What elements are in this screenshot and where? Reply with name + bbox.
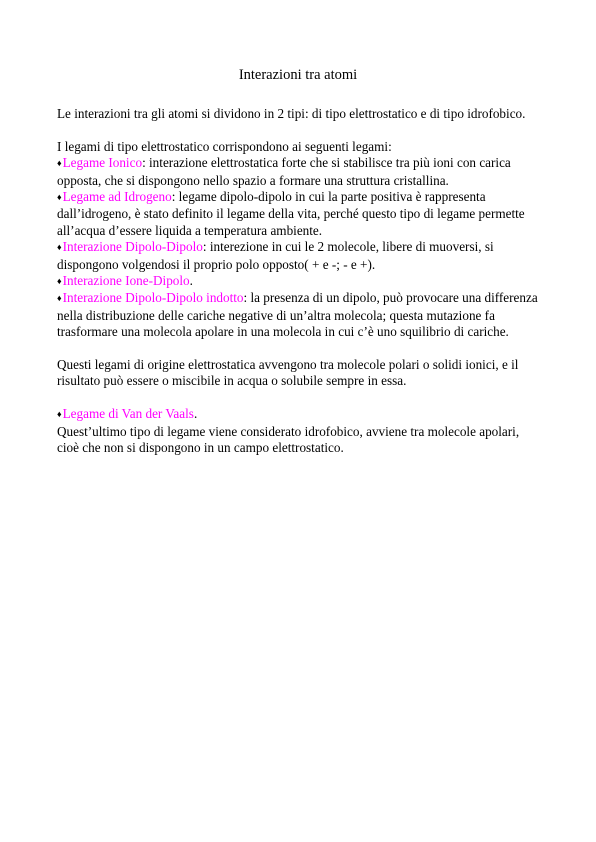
- diamond-bullet-icon: ♦: [57, 158, 62, 169]
- diamond-bullet-icon: ♦: [57, 293, 62, 304]
- list-item: [57, 189, 541, 239]
- list-item: [57, 290, 541, 340]
- item-text: .: [193, 406, 198, 422]
- item-text: : la presenza di un dipolo, può provocare una differenza nella distribuzione delle cariche negative di un’altra molecola; questa mutazione fa trasformare una molecola apolare in una molecola in cui c’è uno squilibrio di cariche.: [57, 290, 538, 340]
- electrostatic-heading: I legami di tipo elettrostatico corrispondono ai seguenti legami:: [57, 138, 392, 154]
- diamond-bullet-icon: ♦: [57, 409, 62, 420]
- list-item: [57, 155, 541, 189]
- term-ione-dipolo: Interazione Ione-Dipolo: [62, 273, 190, 289]
- item-text: : interezione in cui le 2 molecole, libere di muoversi, si dispongono volgendosi il proprio polo opposto( + e -; - e +).: [57, 239, 494, 272]
- list-item: [57, 273, 541, 290]
- document-body: [57, 106, 541, 456]
- item-text: : interazione elettrostatica forte che si stabilisce tra più ioni con carica opposta, che si dispongono nello spazio a formare una struttura cristallina.: [57, 155, 511, 188]
- term-van-der-vaals: Legame di Van der Vaals: [62, 406, 194, 422]
- list-item: [57, 239, 541, 273]
- term-legame-idrogeno: Legame ad Idrogeno: [62, 189, 172, 205]
- page-title: Interazioni tra atomi: [238, 67, 358, 83]
- diamond-bullet-icon: ♦: [57, 276, 62, 287]
- term-dipolo-indotto: Interazione Dipolo-Dipolo indotto: [62, 290, 244, 306]
- diamond-bullet-icon: ♦: [57, 192, 62, 203]
- intro-paragraph: Le interazioni tra gli atomi si dividono in 2 tipi: di tipo elettrostatico e di tipo idrofobico.: [57, 106, 526, 121]
- item-text: .: [189, 273, 193, 289]
- term-legame-ionico: Legame Ionico: [62, 155, 143, 171]
- term-dipolo-dipolo: Interazione Dipolo-Dipolo: [62, 239, 203, 255]
- electrostatic-note: Questi legami di origine elettrostatica avvengono tra molecole polari o solidi ionici, e il risultato può essere o miscibile in acqua o solubile sempre in essa.: [57, 357, 519, 389]
- list-item: [57, 406, 541, 423]
- vdw-note: Quest’ultimo tipo di legame viene considerato idrofobico, avviene tra molecole apolari, cioè che non si dispongono in un campo elettrostatico.: [57, 423, 520, 456]
- diamond-bullet-icon: ♦: [57, 242, 62, 253]
- item-text: : legame dipolo-dipolo in cui la parte positiva è rappresenta dall’idrogeno, è stato definito il legame della vita, perché questo tipo di legame permette all’acqua d’essere liquida a temperatura ambiente.: [57, 189, 525, 238]
